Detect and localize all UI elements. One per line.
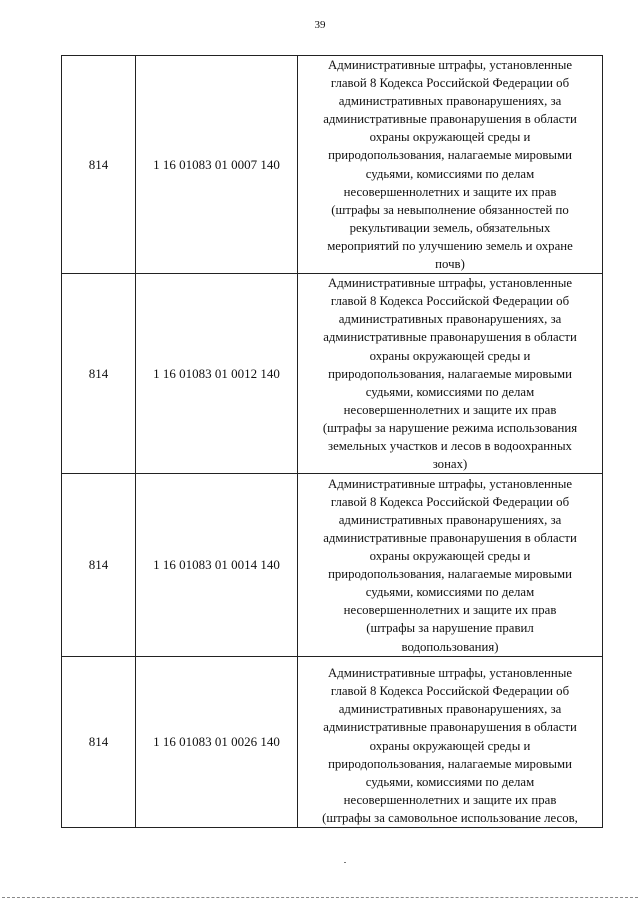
name-line: Административные штрафы, установленные xyxy=(327,476,572,491)
kbk-code-cell: 1 16 01083 01 0012 140 xyxy=(136,274,298,474)
table-row xyxy=(62,274,603,474)
name-line: природопользования, налагаемые мировыми xyxy=(328,567,572,582)
kbk-code-cell: 1 16 01083 01 0007 140 xyxy=(136,56,298,274)
name-line: главой 8 Кодекса Российской Федерации об xyxy=(330,76,570,91)
admin-code-cell: 814 xyxy=(62,56,136,274)
name-line: административные правонарушения в области xyxy=(323,530,577,545)
name-line: природопользования, налагаемые мировыми xyxy=(328,366,572,381)
name-line: административных правонарушениях, за xyxy=(338,94,562,109)
name-line: Административные штрафы, установленные xyxy=(327,58,572,72)
revenue-name-cell xyxy=(298,474,603,657)
name-line: мероприятий по улучшению земель и охране xyxy=(327,238,573,253)
name-line: судьями, комиссиями по делам xyxy=(365,384,535,399)
name-line: земельных участков и лесов в водоохранных xyxy=(328,438,572,453)
name-line: главой 8 Кодекса Российской Федерации об xyxy=(330,684,570,699)
table-row xyxy=(62,56,603,274)
name-line: охраны окружающей среды и xyxy=(369,549,531,564)
name-line: главой 8 Кодекса Российской Федерации об xyxy=(330,494,570,509)
name-line: несовершеннолетних и защите их прав xyxy=(343,402,557,417)
admin-code-cell: 814 xyxy=(62,274,136,474)
scan-speck xyxy=(344,862,346,863)
name-line: административные правонарушения в области xyxy=(323,720,577,735)
name-line: (штрафы за нарушение правил xyxy=(366,621,534,636)
revenue-name-cell xyxy=(298,274,603,474)
name-line: зонах) xyxy=(432,457,468,472)
name-line: охраны окружающей среды и xyxy=(369,738,531,753)
name-line: охраны окружающей среды и xyxy=(369,348,531,363)
kbk-code-cell: 1 16 01083 01 0026 140 xyxy=(136,657,298,828)
name-line: Административные штрафы, установленные xyxy=(327,666,572,681)
admin-code-cell: 814 xyxy=(62,657,136,828)
table-row xyxy=(62,474,603,657)
kbk-code-cell: 1 16 01083 01 0014 140 xyxy=(136,474,298,657)
name-line: административных правонарушениях, за xyxy=(338,702,562,717)
admin-code-cell: 814 xyxy=(62,474,136,657)
name-line: судьями, комиссиями по делам xyxy=(365,585,535,600)
name-line: административных правонарушениях, за xyxy=(338,512,562,527)
name-line: (штрафы за невыполнение обязанностей по xyxy=(331,202,569,217)
name-line: административных правонарушениях, за xyxy=(338,312,562,327)
name-line: охраны окружающей среды и xyxy=(369,130,531,145)
name-line: административные правонарушения в области xyxy=(323,330,577,345)
name-line: природопользования, налагаемые мировыми xyxy=(328,148,572,163)
name-line: (штрафы за самовольное использование лесов, xyxy=(322,810,578,825)
budget-codes-table xyxy=(61,55,603,828)
name-line: (штрафы за нарушение режима использования xyxy=(322,420,578,435)
name-line: почв) xyxy=(435,257,465,272)
name-line: Административные штрафы, установленные xyxy=(327,276,572,291)
name-line: административные правонарушения в области xyxy=(323,112,577,127)
revenue-name-cell xyxy=(298,56,603,274)
name-line: природопользования, налагаемые мировыми xyxy=(328,756,572,771)
name-line: несовершеннолетних и защите их прав xyxy=(343,792,557,807)
name-line: судьями, комиссиями по делам xyxy=(365,774,535,789)
name-line: несовершеннолетних и защите их прав xyxy=(343,184,557,199)
revenue-name-cell xyxy=(298,657,603,828)
table-row xyxy=(62,657,603,828)
name-line: рекультивации земель, обязательных xyxy=(349,220,551,235)
bottom-scan-edge xyxy=(2,897,638,898)
page-number: 39 xyxy=(314,19,326,31)
name-line: несовершеннолетних и защите их прав xyxy=(343,603,557,618)
name-line: водопользования) xyxy=(401,639,499,654)
name-line: судьями, комиссиями по делам xyxy=(365,166,535,181)
name-line: главой 8 Кодекса Российской Федерации об xyxy=(330,294,570,309)
